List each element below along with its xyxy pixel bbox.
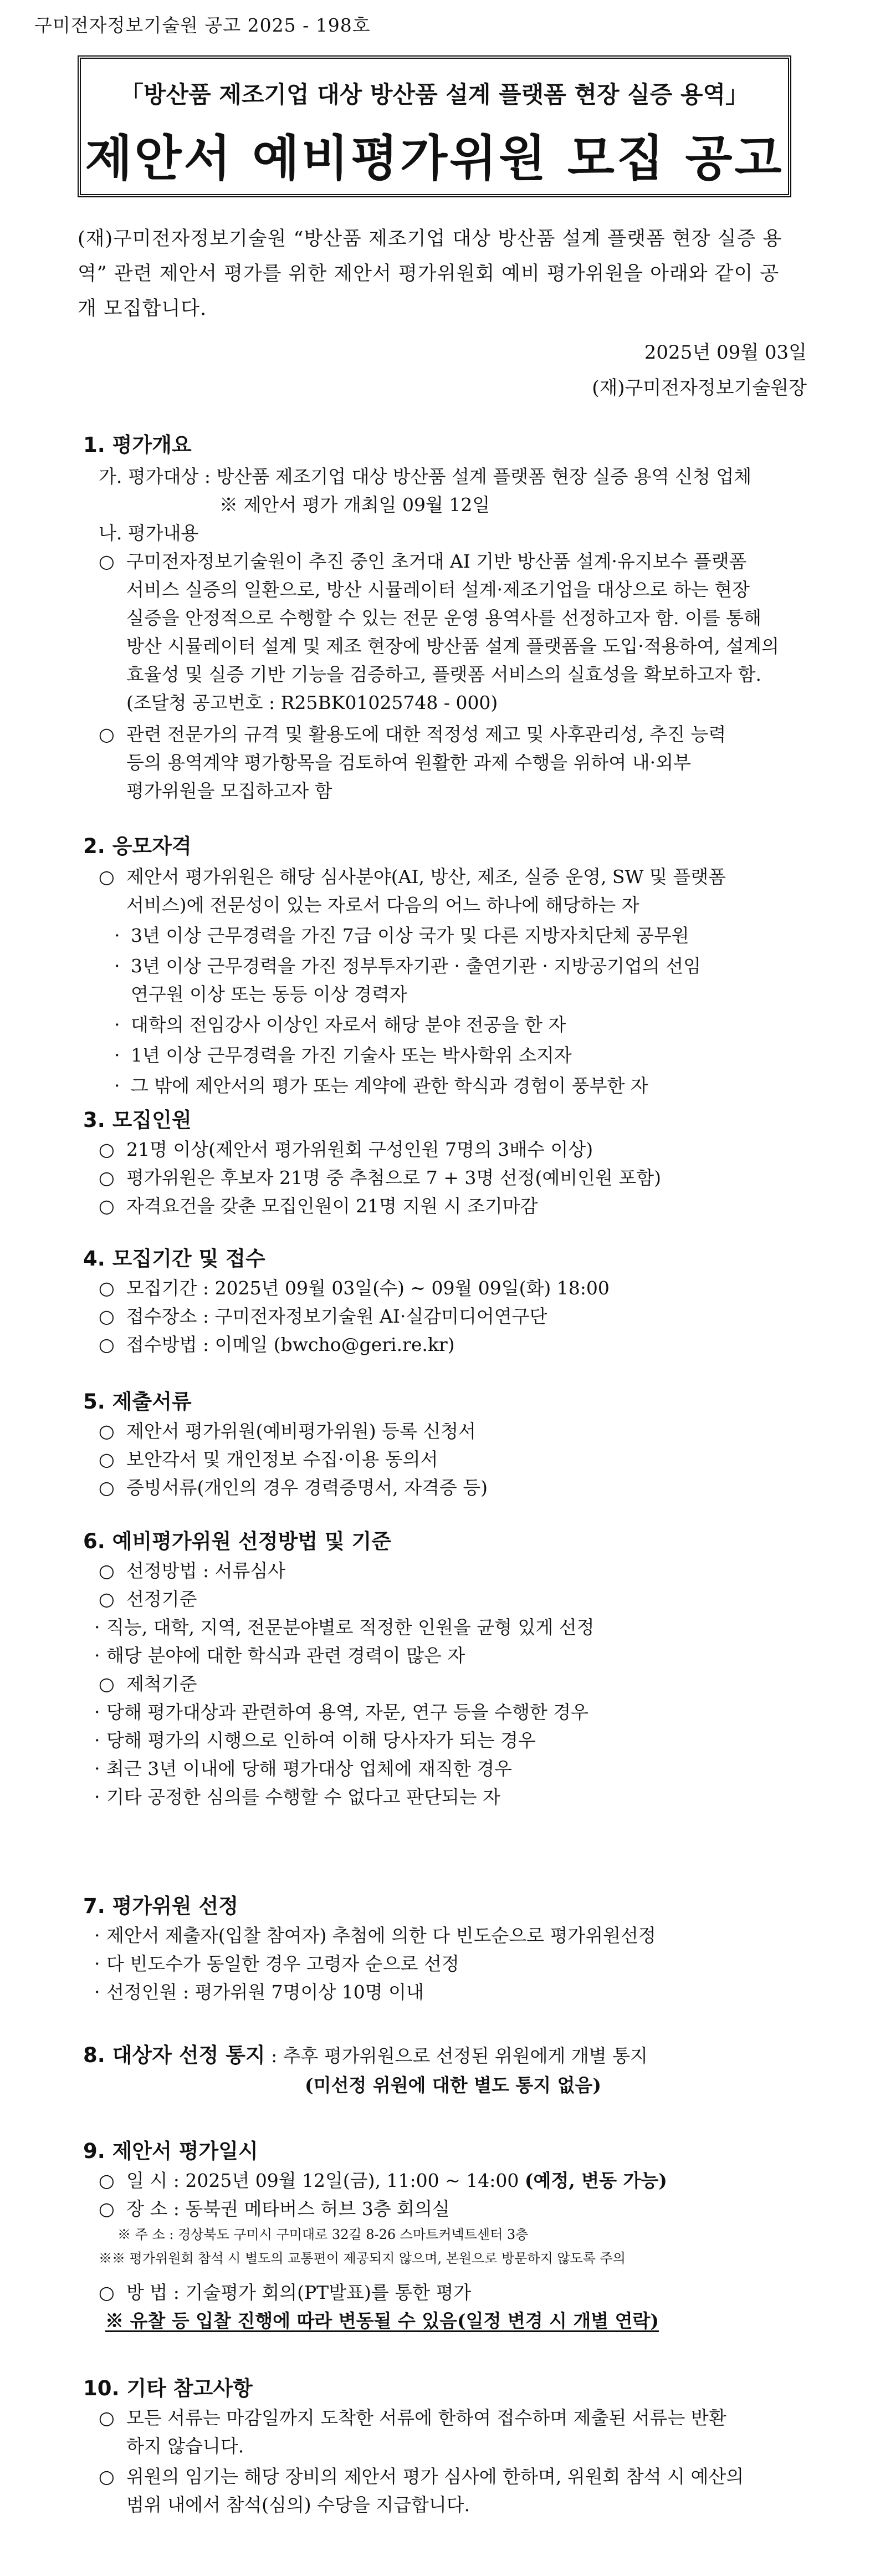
circle-bullet-icon: ○: [99, 1277, 115, 1299]
line: 기타 공정한 심의를 수행할 수 없다고 판단되는 자: [106, 1786, 500, 1808]
section-selection-criteria: [83, 1524, 798, 1811]
section-eligibility: [83, 829, 798, 1100]
circle-bullet-icon: ○: [99, 2466, 115, 2487]
line: 선정인원 : 평가위원 7명이상 10명 이내: [106, 1981, 424, 2003]
section-title: 4. 모집기간 및 접수: [83, 1247, 265, 1271]
list-item: [83, 1417, 798, 1445]
list-item: [83, 1950, 798, 1978]
section-period: [83, 1242, 798, 1359]
title-box: [78, 55, 791, 197]
list-item: [83, 1726, 798, 1754]
list-item: [83, 1978, 798, 2006]
no-notice-note: (미선정 위원에 대한 별도 통지 없음): [305, 2074, 601, 2096]
line: 3년 이상 근무경력을 가진 7급 이상 국가 및 다른 지방자치단체 공무원: [131, 925, 689, 946]
list-item: [83, 1473, 798, 1502]
list-item: [83, 2404, 798, 2460]
dot-bullet-icon: ·: [94, 1953, 100, 1975]
notification-text: : 추후 평가위원으로 선정된 위원에게 개별 통지: [265, 2045, 648, 2067]
section-committee-selection: [83, 1889, 798, 2006]
line: 서비스)에 전문성이 있는 자로서 다음의 어느 하나에 해당하는 자: [126, 894, 639, 916]
dot-bullet-icon: ·: [114, 955, 120, 977]
email-line: 접수방법 : 이메일 (bwcho@geri.re.kr): [126, 1334, 455, 1355]
section-title: 6. 예비평가위원 선정방법 및 기준: [83, 1529, 391, 1553]
circle-bullet-icon: ○: [99, 1560, 115, 1582]
dot-bullet-icon: ·: [94, 1701, 100, 1723]
method-value: : 기술평가 회의(PT발표)를 통한 평가: [167, 2282, 472, 2303]
dot-bullet-icon: ·: [94, 1981, 100, 2003]
list-item: [83, 1557, 798, 1585]
date-label: 일 시: [126, 2170, 168, 2191]
list-item: [83, 547, 798, 717]
list-item: [83, 1754, 798, 1783]
line: 자격요건을 갖춘 모집인원이 21명 지원 시 조기마감: [126, 1195, 538, 1217]
section-title: 10. 기타 참고사항: [83, 2376, 253, 2400]
section-title: 8. 대상자 선정 통지: [83, 2043, 265, 2067]
circle-bullet-icon: ○: [99, 1448, 115, 1470]
schedule-warning: ※ 유찰 등 입찰 진행에 따라 변동될 수 있음(일정 변경 시 개별 연락): [105, 2310, 659, 2332]
list-item: [83, 2462, 798, 2519]
section-title: 5. 제출서류: [83, 1390, 192, 1414]
dot-bullet-icon: ·: [94, 1616, 100, 1638]
line: 제척기준: [126, 1673, 197, 1695]
list-item: [83, 863, 798, 919]
dot-bullet-icon: ·: [114, 1044, 120, 1066]
title-subtitle: 「방산품 제조기업 대상 방산품 설계 플랫폼 현장 실증 용역」: [120, 81, 749, 108]
circle-bullet-icon: ○: [99, 866, 115, 887]
line: 1년 이상 근무경력을 가진 기술사 또는 박사학위 소지자: [131, 1044, 572, 1066]
line: 최근 3년 이내에 당해 평가대상 업체에 재직한 경우: [106, 1758, 512, 1779]
list-item: [83, 1585, 798, 1613]
circle-bullet-icon: ○: [99, 1139, 115, 1160]
list-item: [83, 1302, 798, 1330]
line: 제안서 평가위원은 해당 심사분야(AI, 방산, 제조, 실증 운영, SW 및 플랫폼: [126, 866, 726, 887]
section-title: 9. 제안서 평가일시: [83, 2139, 258, 2163]
section-title: 1. 평가개요: [83, 433, 192, 457]
issue-date: 2025년 09월 03일: [644, 341, 807, 364]
list-item: [83, 1192, 798, 1220]
date-value: : 2025년 09월 12일(금), 11:00 ~ 14:00: [167, 2170, 525, 2191]
circle-bullet-icon: ○: [99, 1420, 115, 1442]
section-eval-schedule: [83, 2134, 798, 2335]
list-item: [83, 1274, 798, 1302]
method-label: 방 법: [126, 2282, 168, 2303]
line: 제안서 제출자(입찰 참여자) 추첨에 의한 다 빈도순으로 평가위원선정: [106, 1925, 656, 1946]
procurement-number: (조달청 공고번호 : R25BK01025748 - 000): [126, 692, 498, 713]
circle-bullet-icon: ○: [99, 2282, 115, 2303]
section-title: 3. 모집인원: [83, 1108, 192, 1132]
issue-block: [592, 335, 807, 406]
circle-bullet-icon: ○: [99, 1305, 115, 1327]
line: 모집기간 : 2025년 09월 03일(수) ~ 09월 09일(화) 18:00: [126, 1277, 610, 1299]
date-tentative: (예정, 변동 가능): [524, 2170, 667, 2191]
dot-bullet-icon: ·: [114, 925, 120, 946]
dot-bullet-icon: ·: [114, 1075, 120, 1096]
transport-note: ※※ 평가위원회 참석 시 별도의 교통편이 제공되지 않으며, 본원으로 방문하지 않도록 주의: [99, 2251, 626, 2266]
place-label: 장 소: [126, 2198, 168, 2220]
list-item: [83, 1041, 798, 1069]
line: 연구원 이상 또는 동등 이상 경력자: [131, 983, 407, 1005]
section-recruitment: [83, 1103, 798, 1220]
section-notification: [83, 2041, 798, 2099]
section-title: 2. 응모자격: [83, 834, 192, 858]
line: 효율성 및 실증 기반 기능을 검증하고, 플랫폼 서비스의 실효성을 확보하고자 함.: [126, 664, 761, 685]
circle-bullet-icon: ○: [99, 2198, 115, 2220]
line: 평가위원은 후보자 21명 중 추첨으로 7 + 3명 선정(예비인원 포함): [126, 1167, 661, 1188]
list-item: [83, 1613, 798, 1641]
line: 다 빈도수가 동일한 경우 고령자 순으로 선정: [106, 1953, 459, 1975]
line: 제안서 평가위원(예비평가위원) 등록 신청서: [126, 1420, 477, 1442]
circle-bullet-icon: ○: [99, 1477, 115, 1498]
notification-line: [83, 2041, 798, 2070]
list-item: [83, 952, 798, 1008]
list-item: [83, 1445, 798, 1473]
list-item: [83, 1921, 798, 1950]
section-documents: [83, 1385, 798, 1502]
line: 방산 시뮬레이터 설계 및 제조 현장에 방산품 설계 플랫폼을 도입·적용하여, 설계의: [126, 635, 779, 657]
list-item: [83, 1135, 798, 1164]
circle-bullet-icon: ○: [99, 723, 115, 745]
notice-number: 구미전자정보기술원 공고 2025 - 198호: [34, 14, 371, 36]
line: 모든 서류는 마감일까지 도착한 서류에 한하여 접수하며 제출된 서류는 반환: [126, 2407, 726, 2429]
line: 증빙서류(개인의 경우 경력증명서, 자격증 등): [126, 1477, 488, 1498]
circle-bullet-icon: ○: [99, 1334, 115, 1355]
section-overview: [83, 428, 798, 805]
circle-bullet-icon: ○: [99, 2170, 115, 2191]
line: 해당 분야에 대한 학식과 관련 경력이 많은 자: [106, 1645, 465, 1666]
line: 당해 평가대상과 관련하여 용역, 자문, 연구 등을 수행한 경우: [106, 1701, 588, 1723]
line: 평가위원을 모집하고자 함: [126, 780, 332, 802]
line: 접수장소 : 구미전자정보기술원 AI·실감미디어연구단: [126, 1305, 547, 1327]
list-item: [83, 2278, 798, 2307]
dot-bullet-icon: ·: [94, 1925, 100, 1946]
line: 범위 내에서 참석(심의) 수당을 지급합니다.: [126, 2494, 470, 2516]
line: 구미전자정보기술원이 추진 중인 초거대 AI 기반 방산품 설계·유지보수 플랫폼: [126, 550, 747, 572]
circle-bullet-icon: ○: [99, 2407, 115, 2429]
line: 당해 평가의 시행으로 인하여 이해 당사자가 되는 경우: [106, 1730, 536, 1751]
line: 서비스 실증의 일환으로, 방산 시뮬레이터 설계·제조기업을 대상으로 하는 현장: [126, 579, 750, 600]
section-title: 7. 평가위원 선정: [83, 1894, 239, 1918]
circle-bullet-icon: ○: [99, 1195, 115, 1217]
line: 직능, 대학, 지역, 전문분야별로 적정한 인원을 균형 있게 선정: [106, 1616, 595, 1638]
issuer: (재)구미전자정보기술원장: [592, 377, 807, 399]
line: 선정방법 : 서류심사: [126, 1560, 286, 1582]
dot-bullet-icon: ·: [114, 1014, 120, 1035]
line: 선정기준: [126, 1588, 197, 1610]
eval-target: 가. 평가대상 : 방산품 제조기업 대상 방산품 설계 플랫폼 현장 실증 용역 신청 업체: [99, 466, 752, 487]
dot-bullet-icon: ·: [94, 1730, 100, 1751]
list-item: [83, 1164, 798, 1192]
line: 대학의 전임강사 이상인 자로서 해당 분야 전공을 한 자: [131, 1014, 566, 1035]
section-notes: [83, 2371, 798, 2519]
list-item: [83, 1698, 798, 1726]
line: 3년 이상 근무경력을 가진 정부투자기관 · 출연기관 · 지방공기업의 선임: [131, 955, 701, 977]
page-title: 제안서 예비평가위원 모집 공고: [85, 130, 784, 187]
line: 하지 않습니다.: [126, 2435, 244, 2457]
circle-bullet-icon: ○: [99, 1167, 115, 1188]
place-value: : 동북권 메타버스 허브 3층 회의실: [167, 2198, 450, 2220]
dot-bullet-icon: ·: [94, 1786, 100, 1808]
address-note: ※ 주 소 : 경상북도 구미시 구미대로 32길 8-26 스마트커넥트센터 3층: [117, 2227, 529, 2242]
line: 실증을 안정적으로 수행할 수 있는 전문 운영 용역사를 선정하고자 함. 이를 통해: [126, 607, 761, 629]
list-item: [83, 720, 798, 805]
line: 그 밖에 제안서의 평가 또는 계약에 관한 학식과 경험이 풍부한 자: [131, 1075, 648, 1096]
list-item: [83, 1670, 798, 1698]
list-item: [83, 1072, 798, 1100]
list-item: [83, 1641, 798, 1670]
circle-bullet-icon: ○: [99, 1673, 115, 1695]
eval-date-note: ※ 제안서 평가 개최일 09월 12일: [219, 494, 490, 516]
intro-paragraph: (재)구미전자정보기술원 “방산품 제조기업 대상 방산품 설계 플랫폼 현장 실증 용역” 관련 제안서 평가를 위한 제안서 평가위원회 예비 평가위원을 아래와 같이 공개 모집합니다.: [78, 228, 782, 320]
list-item: [83, 1783, 798, 1811]
circle-bullet-icon: ○: [99, 1588, 115, 1610]
dot-bullet-icon: ·: [94, 1645, 100, 1666]
line: 등의 용역계약 평가항목을 검토하여 원활한 과제 수행을 위하여 내·외부: [126, 752, 691, 773]
line: 위원의 임기는 해당 장비의 제안서 평가 심사에 한하며, 위원회 참석 시 예산의: [126, 2466, 744, 2487]
list-item: [83, 1330, 798, 1359]
line: 보안각서 및 개인정보 수집·이용 동의서: [126, 1448, 438, 1470]
circle-bullet-icon: ○: [99, 550, 115, 572]
line: 관련 전문가의 규격 및 활용도에 대한 적정성 제고 및 사후관리성, 추진 능력: [126, 723, 726, 745]
list-item: [83, 2195, 798, 2223]
list-item: [83, 1011, 798, 1039]
list-item: [83, 921, 798, 950]
line: 21명 이상(제안서 평가위원회 구성인원 7명의 3배수 이상): [126, 1139, 593, 1160]
dot-bullet-icon: ·: [94, 1758, 100, 1779]
eval-content-label: 나. 평가내용: [99, 522, 199, 544]
list-item: [83, 2166, 798, 2195]
